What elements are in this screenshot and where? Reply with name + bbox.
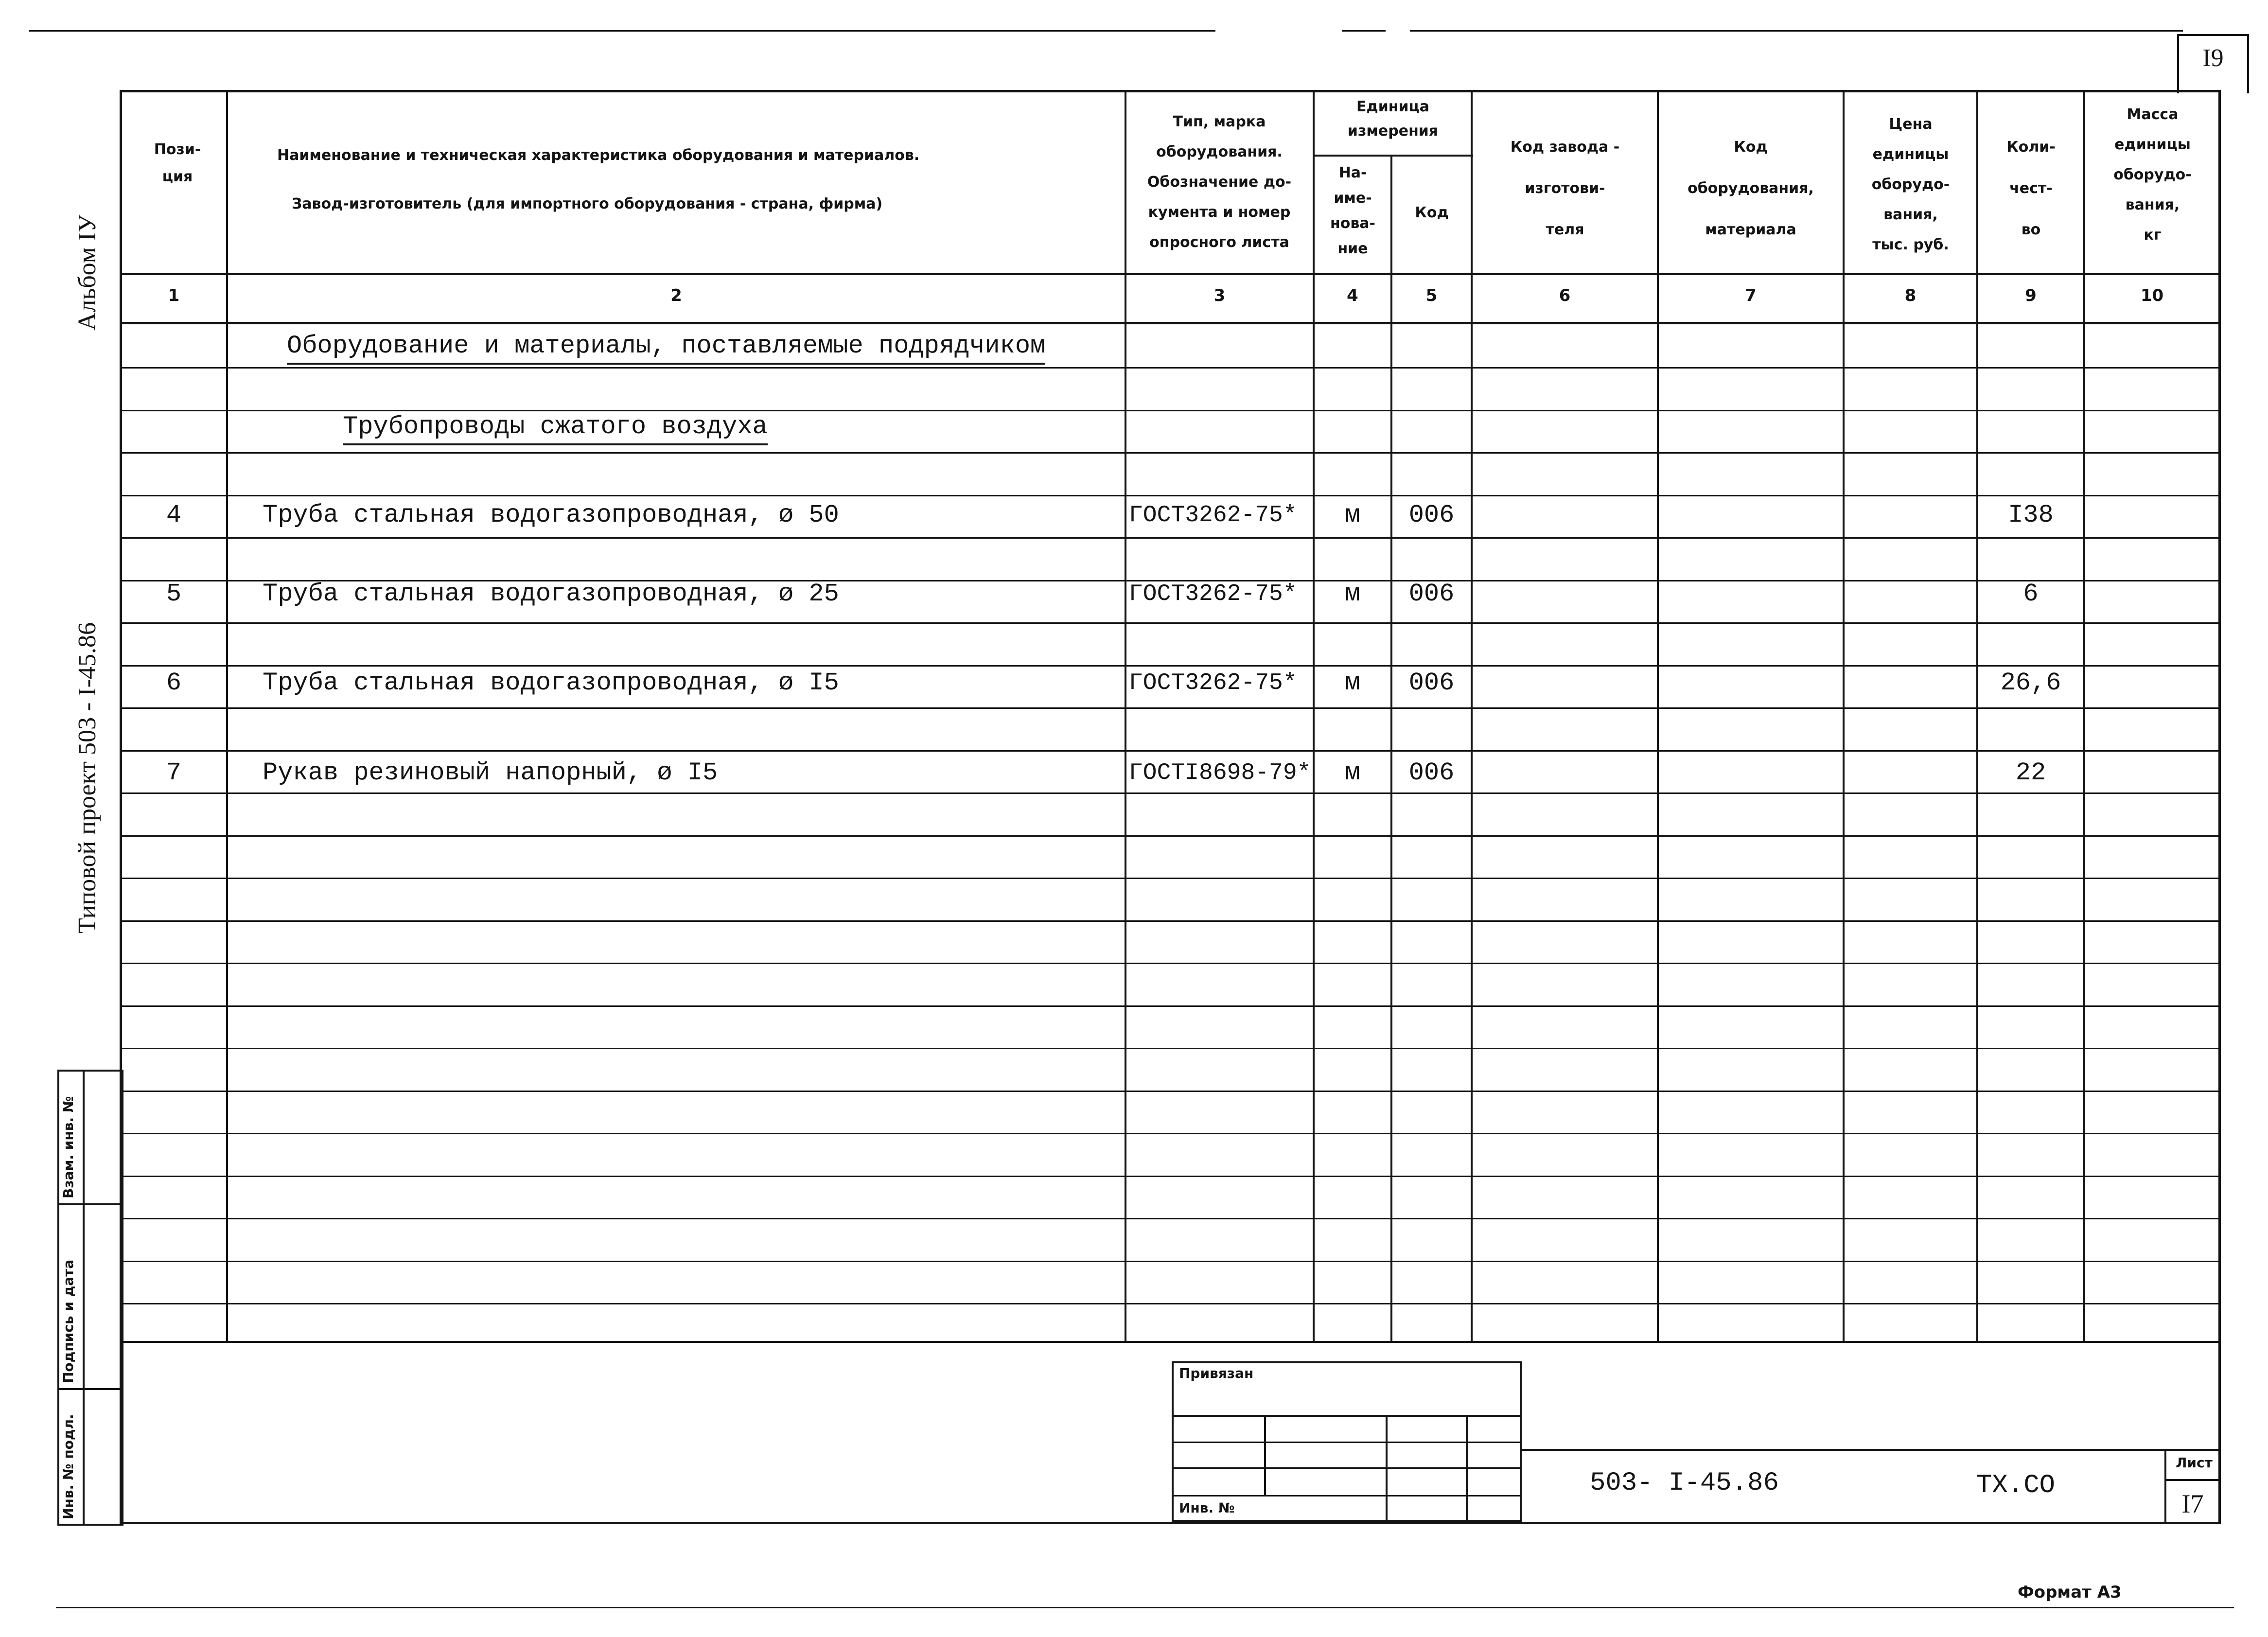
row-3-unit: м [1345,669,1360,697]
row-line [120,835,2221,837]
header-unit-code: Код [1415,204,1449,221]
binding-line-1 [1172,1415,1522,1417]
row-2-pos: 5 [166,580,182,608]
col-number-6: 6 [1559,286,1571,305]
inv-label: Инв. № [1179,1500,1235,1516]
row-2-qty: 6 [2023,580,2039,608]
binding-vline-3 [1466,1415,1468,1522]
row-line [120,1133,2221,1134]
header-type: Тип, марка оборудования. Обозначение до- кумента и номер опросного листа [1147,113,1292,251]
section-title-contractor: Оборудование и материалы, поставляемые подрядчиком [287,332,1045,365]
binding-line-3 [1172,1467,1522,1469]
row-4-unit: м [1345,758,1360,787]
top-line-left [29,30,1215,32]
row-line [120,495,2221,496]
row-1-qty: I38 [2008,501,2054,529]
designation: 503- I-45.86 [1590,1468,1779,1498]
header-unit-name: На- име- нова- ние [1330,164,1376,257]
top-line-mid [1342,30,1386,32]
row-4-code: 006 [1408,758,1455,787]
col-line-3 [1313,90,1315,1342]
row-line [120,1091,2221,1092]
section-title-compressed-air: Трубопроводы сжатого воздуха [343,412,768,445]
table-bottom-line [120,1341,2221,1343]
col-number-5: 5 [1425,286,1438,305]
row-line [120,1048,2221,1049]
margin-stamp-divider [83,1070,85,1524]
row-line [120,367,2221,369]
sheet-number: I7 [2181,1489,2204,1518]
project-label: Типовой проект 503 - I-45.86 [73,622,101,933]
binding-line-4 [1172,1495,1522,1496]
header-price: Цена единицы оборудо- вания, тыс. руб. [1871,116,1950,253]
row-line [120,1303,2221,1304]
row-line [120,963,2221,964]
row-1-code: 006 [1408,501,1455,529]
row-3-code: 006 [1408,669,1455,697]
sheet-label: Лист [2176,1455,2213,1471]
header-equipment-code: Код оборудования, материала [1688,139,1814,238]
row-4-qty: 22 [2015,758,2046,787]
row-2-code: 006 [1408,580,1455,608]
margin-stamp-sep-1 [57,1203,122,1205]
col-line-2 [1125,90,1126,1342]
row-1-unit: м [1345,501,1360,529]
row-line [120,707,2221,709]
col-number-8: 8 [1904,286,1916,305]
stamp-podpis: Подпись и дата [60,1259,76,1383]
sheet-box-divider [2164,1479,2221,1481]
row-2-doc: ГОСТ3262-75* [1129,581,1297,607]
header-bottom-line [120,273,2221,275]
row-1-name: Труба стальная водогазопроводная, ø 50 [263,501,839,529]
header-name: Наименование и техническая характеристика оборудования и материалов. Завод-изготовитель (для импортного оборудования - страна, фирма) [277,147,920,212]
row-line [120,792,2221,794]
col-number-10: 10 [2140,286,2164,305]
row-4-pos: 7 [166,758,182,787]
row-line [120,622,2221,624]
row-line [120,410,2221,411]
row-line [120,1176,2221,1177]
header-qty: Коли- чест- во [2006,139,2056,238]
row-1-pos: 4 [166,501,182,529]
binding-vline-2 [1386,1415,1388,1522]
col-number-3: 3 [1213,286,1226,305]
row-line [120,452,2221,454]
row-2-unit: м [1345,580,1360,608]
col-line-4 [1390,155,1392,1342]
col-number-4: 4 [1347,286,1358,305]
row-4-name: Рукав резиновый напорный, ø I5 [263,758,718,787]
row-line [120,878,2221,879]
col-number-1: 1 [168,286,180,305]
header-pos: Пози- ция [154,141,201,185]
album-label: Альбом IУ [73,214,101,331]
col-line-5 [1471,90,1473,1342]
binding-label: Привязан [1179,1365,1254,1381]
stamp-inv-podl: Инв. № подл. [60,1414,76,1519]
col-number-7: 7 [1745,286,1757,305]
col-line-1 [226,90,228,1342]
header-factory-code: Код завода - изготови- теля [1510,139,1620,238]
col-number-2: 2 [670,286,682,305]
row-2-name: Труба стальная водогазопроводная, ø 25 [263,580,839,608]
margin-stamp-sep-2 [57,1388,122,1390]
col-line-9 [2083,90,2085,1342]
row-4-doc: ГОСТI8698-79* [1129,760,1311,786]
row-line [120,537,2221,539]
row-line [120,920,2221,922]
top-sheet-number: I9 [2202,44,2224,72]
row-line [120,665,2221,667]
row-line [120,1005,2221,1007]
designation-top-line [1522,1449,2221,1451]
row-3-pos: 6 [166,669,182,697]
row-3-qty: 26,6 [2000,669,2061,697]
binding-line-2 [1172,1442,1522,1443]
row-line [120,1261,2221,1262]
header-mass: Масса единицы оборудо- вания, кг [2113,106,2192,244]
col-number-9: 9 [2025,286,2037,305]
format-label: Формат А3 [2018,1583,2122,1602]
doc-code: ТХ.СО [1976,1471,2056,1500]
stamp-vzam: Взам. инв. № [60,1096,76,1198]
unit-group-divider [1313,155,1473,157]
row-line [120,750,2221,752]
col-line-7 [1843,90,1845,1342]
top-line-right [1410,30,2183,32]
row-3-doc: ГОСТ3262-75* [1129,670,1297,696]
header-unit-group: Единица измерения [1347,98,1439,140]
colnum-bottom-line [120,322,2221,324]
row-line [120,1218,2221,1219]
col-line-8 [1976,90,1978,1342]
bottom-line [56,1607,2234,1608]
row-3-name: Труба стальная водогазопроводная, ø I5 [263,669,839,697]
col-line-6 [1657,90,1659,1342]
row-1-doc: ГОСТ3262-75* [1129,502,1297,528]
binding-vline-1 [1264,1415,1266,1495]
